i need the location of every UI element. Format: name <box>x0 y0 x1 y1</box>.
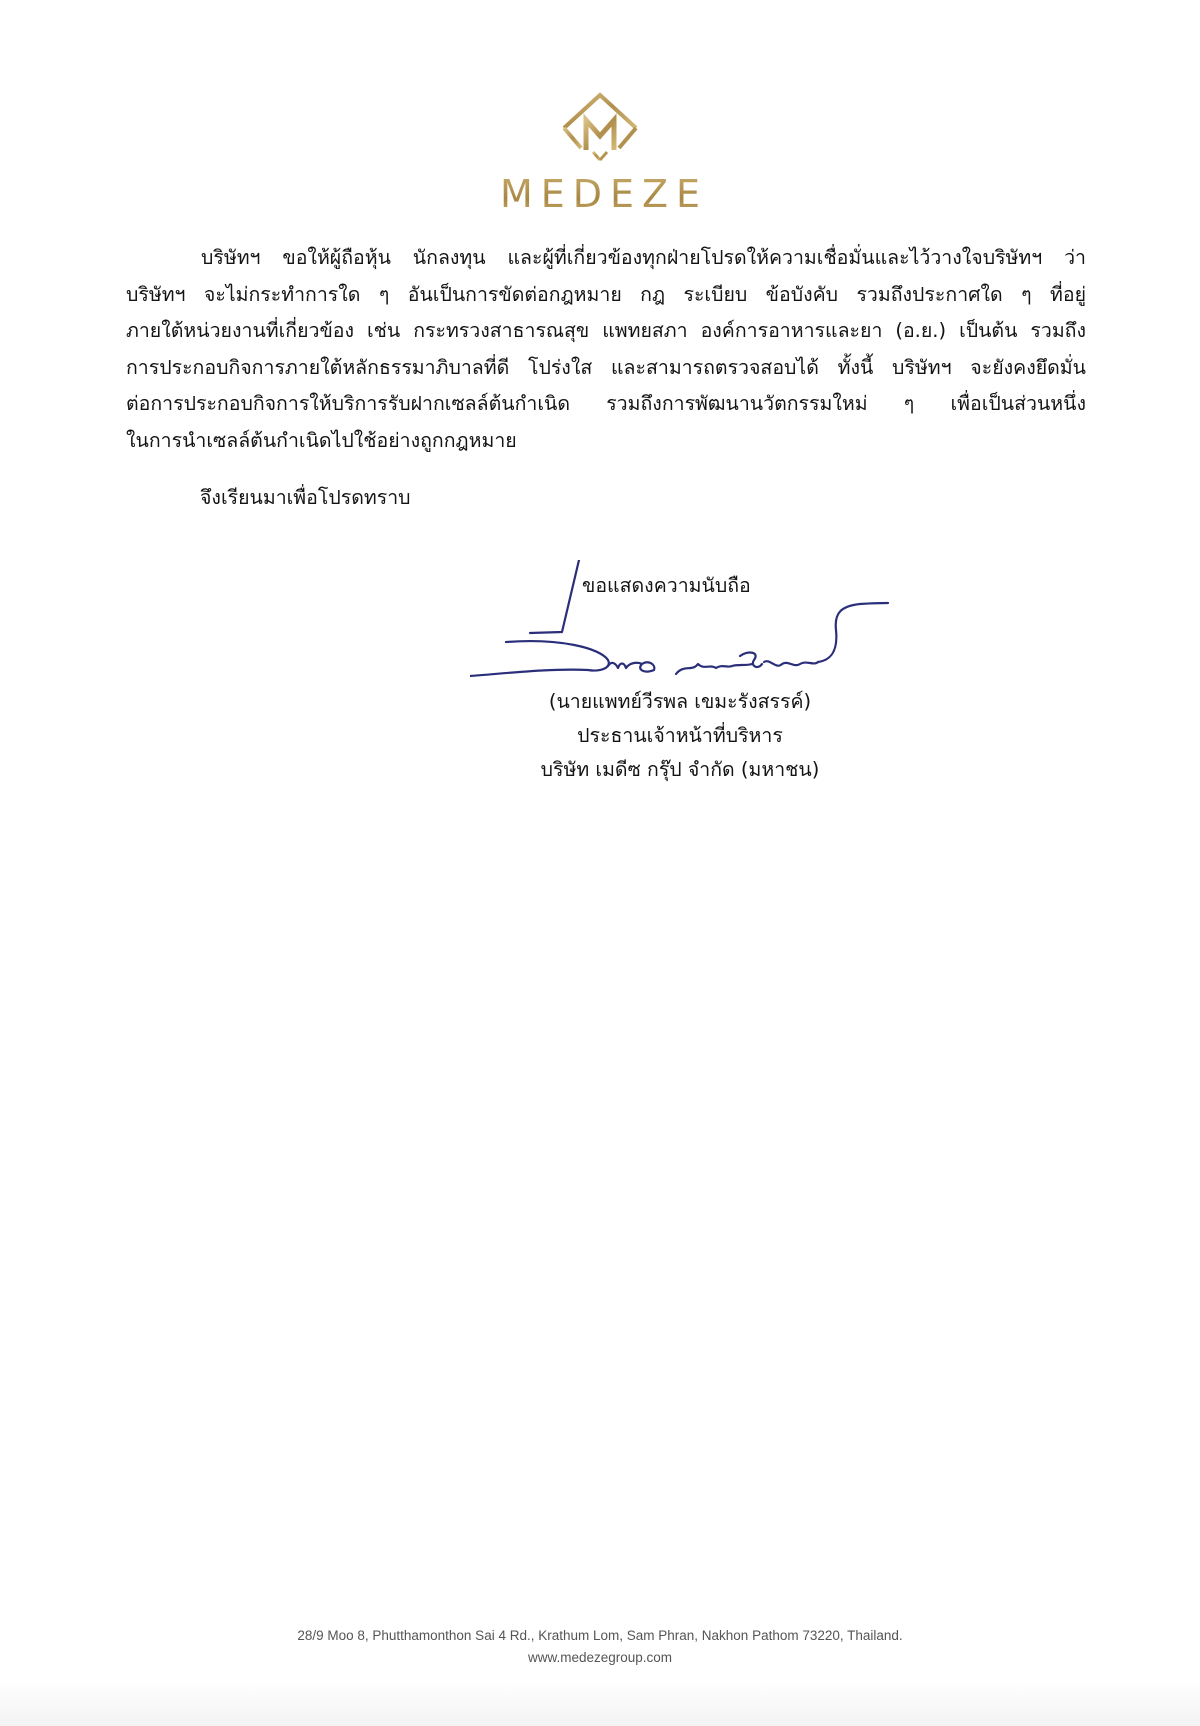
footer-address: 28/9 Moo 8, Phutthamonthon Sai 4 Rd., Krathum Lom, Sam Phran, Nakhon Pathom 73220, Thailand. <box>297 1628 903 1643</box>
paragraph-line: ต่อการประกอบกิจการให้บริการรับฝากเซลล์ต้นกำเนิด รวมถึงการพัฒนานวัตกรรมใหม่ ๆ เพื่อเป็นส่วนหนึ่ง <box>126 392 1086 415</box>
paragraph-line: ในการนำเซลล์ต้นกำเนิดไปใช้อย่างถูกกฎหมาย <box>126 428 517 452</box>
paragraph-line: บริษัทฯ จะไม่กระทำการใด ๆ อันเป็นการขัดต่อกฎหมาย กฎ ระเบียบ ข้อบังคับ รวมถึงประกาศใด ๆ ที่อยู่ <box>126 282 1086 306</box>
paragraph-line: ภายใต้หน่วยงานที่เกี่ยวข้อง เช่น กระทรวงสาธารณสุข แพทยสภา องค์การอาหารและยา (อ.ย.) เป็นต้น รวมถึง <box>126 319 1086 342</box>
signer-company: บริษัท เมดีซ กรุ๊ป จำกัด (มหาชน) <box>540 758 820 781</box>
diamond-m-monogram-icon <box>559 92 641 162</box>
signer-name: (นายแพทย์วีรพล เขมะรังสรรค์) <box>548 690 812 713</box>
paragraph-line: บริษัทฯ ขอให้ผู้ถือหุ้น นักลงทุน และผู้ที่เกี่ยวข้องทุกฝ่ายโปรดให้ความเชื่อมั่นและไว้วางใจบริษัทฯ ว่า <box>201 246 1086 269</box>
regards-text: ขอแสดงความนับถือ <box>582 574 751 597</box>
paragraph-line: การประกอบกิจการภายใต้หลักธรรมาภิบาลที่ดี โปร่งใส และสามารถตรวจสอบได้ ทั้งนี้ บริษัทฯ จะยังคงยึดมั่น <box>126 355 1086 379</box>
footer-website[interactable]: www.medezegroup.com <box>527 1650 673 1665</box>
closing-statement: จึงเรียนมาเพื่อโปรดทราบ <box>200 486 411 509</box>
letter-body-paragraph <box>126 240 1086 459</box>
brand-name: MEDEZE <box>0 172 1200 216</box>
signer-title: ประธานเจ้าหน้าที่บริหาร <box>577 724 783 747</box>
letterhead-logo <box>0 92 1200 216</box>
